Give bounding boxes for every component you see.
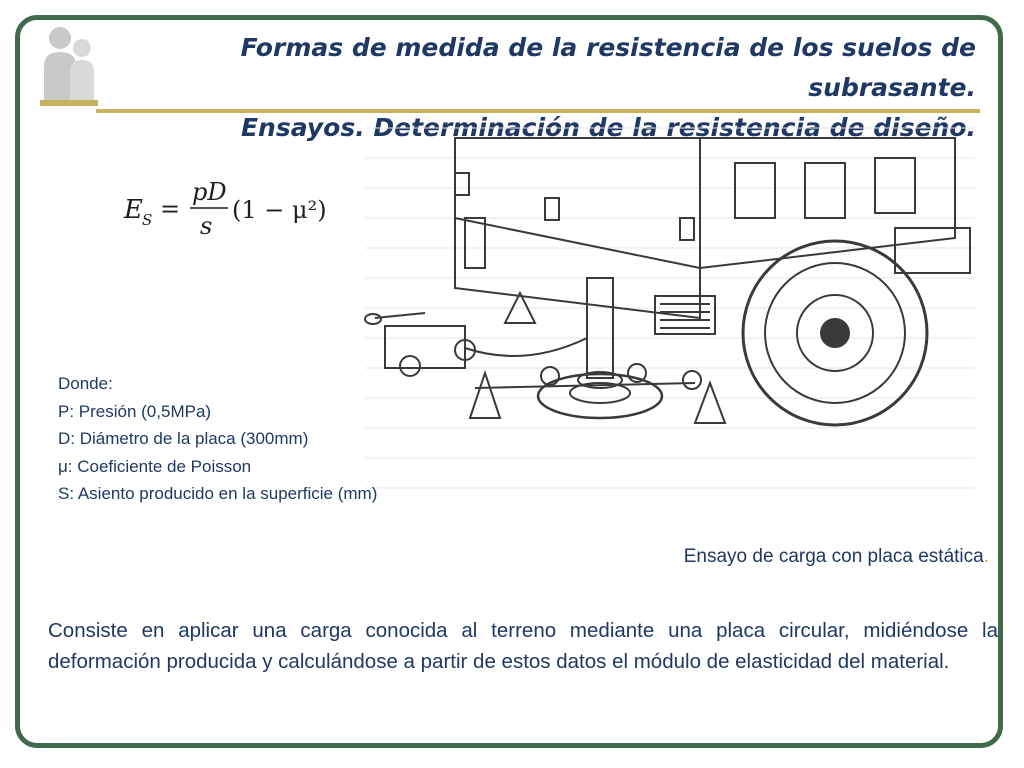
formula-denominator: s bbox=[200, 212, 213, 240]
formula-equals: = bbox=[160, 195, 181, 223]
truck-hinges bbox=[455, 173, 694, 240]
description-paragraph: Consiste en aplicar una carga conocida al terreno mediante una placa circular, midiéndose la deformación producida y calculándose a partir de estos datos el módulo de elasticidad del material. bbox=[48, 619, 998, 673]
title-line-1: Formas de medida de la resistencia de los suelos de subrasante. bbox=[240, 33, 976, 102]
legend-item-diameter: D: Diámetro de la placa (300mm) bbox=[58, 429, 309, 448]
formula-factor: (1 − μ²) bbox=[232, 196, 327, 224]
formula-lhs: E bbox=[124, 195, 143, 225]
image-caption bbox=[684, 546, 989, 568]
formula bbox=[120, 176, 330, 242]
rear-light bbox=[655, 296, 715, 334]
caption-period: . bbox=[983, 546, 989, 567]
formula-legend bbox=[58, 370, 377, 508]
legend-heading: Donde: bbox=[58, 374, 113, 393]
title-line-2: Ensayos. Determinación de la resistencia de diseño. bbox=[240, 113, 976, 142]
legend-item-poisson: μ: Coeficiente de Poisson bbox=[58, 456, 252, 476]
legend-item-settlement: S: Asiento producido en la superficie (mm) bbox=[58, 484, 378, 503]
truck-wheel bbox=[743, 241, 927, 425]
plate-load-test-illustration bbox=[355, 118, 990, 518]
hydraulic-pump bbox=[365, 313, 587, 376]
formula-lhs-subscript: S bbox=[142, 211, 153, 229]
formula-numerator: pD bbox=[192, 178, 227, 206]
title-underline bbox=[96, 109, 980, 113]
caption-text: Ensayo de carga con placa estática bbox=[683, 546, 984, 567]
truck-body bbox=[455, 138, 970, 318]
legend-item-pressure: P: Presión (0,5MPa) bbox=[58, 401, 212, 421]
loading-piston bbox=[578, 278, 622, 388]
